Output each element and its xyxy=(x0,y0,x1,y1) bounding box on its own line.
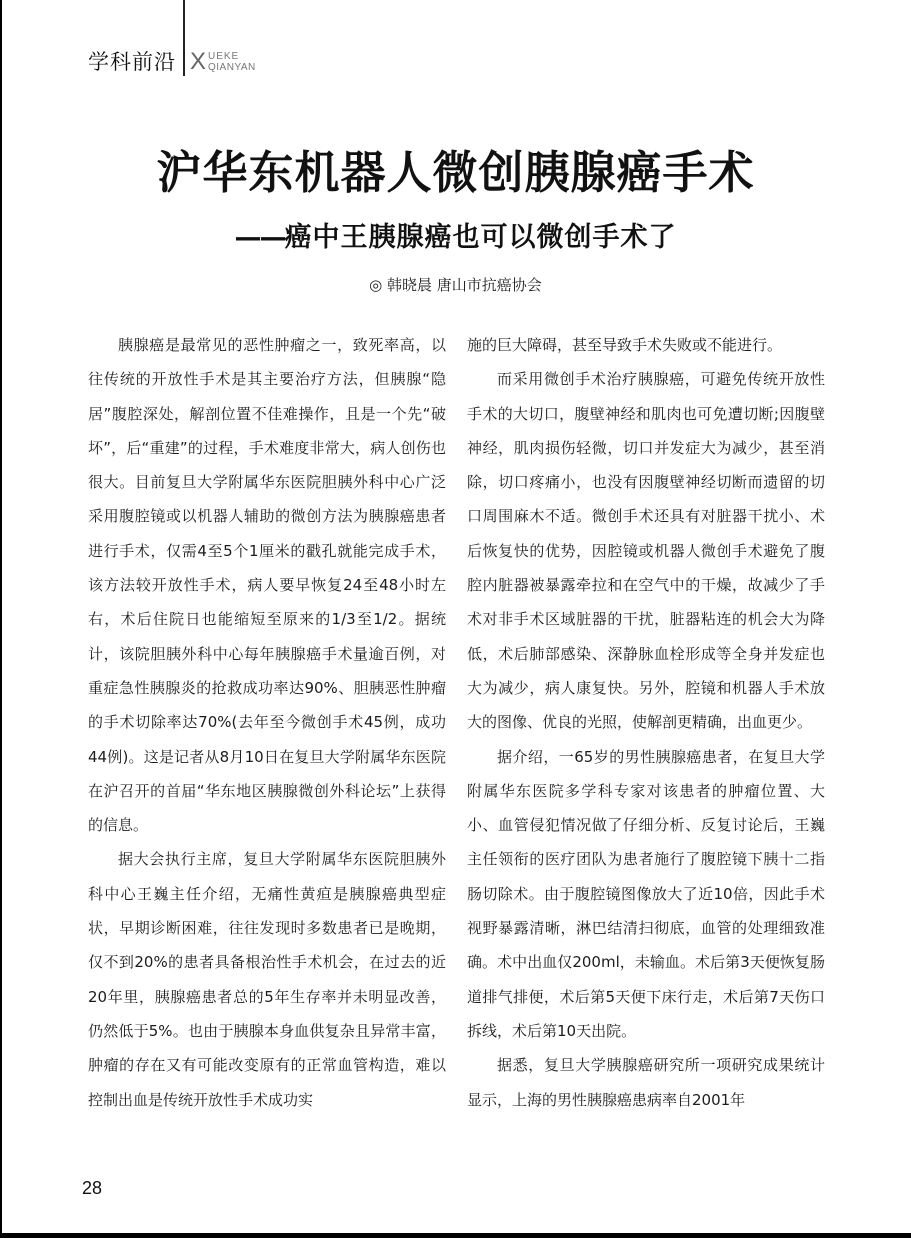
paragraph: 而采用微创手术治疗胰腺癌，可避免传统开放性手术的大切口，腹壁神经和肌肉也可免遭切断;因腹壁神经，肌肉损伤轻微，切口并发症大为减少，甚至消除，切口疼痛小，也没有因腹壁神经切断而遗留的切口周围麻木不适。微创手术还具有对脏器干扰小、术后恢复快的优势，因腔镜或机器人微创手术避免了腹腔内脏器被暴露牵拉和在空气中的干燥，故减少了手术对非手术区域脏器的干扰，脏器粘连的机会大为降低，术后肺部感染、深静脉血栓形成等全身并发症也大为减少，病人康复快。另外，腔镜和机器人手术放大的图像、优良的光照，使解剖更精确，出血更少。 xyxy=(467,370,825,732)
article-subtitle xyxy=(0,218,911,258)
brand-letter: X xyxy=(190,48,207,75)
paragraph: 据悉，复旦大学胰腺癌研究所一项研究成果统计显示，上海的男性胰腺癌患病率自2001年 xyxy=(467,1056,825,1109)
left-column xyxy=(88,328,446,1117)
paragraph-continued: 施的巨大障碍，甚至导致手术失败或不能进行。 xyxy=(467,336,783,354)
header-divider xyxy=(183,0,185,76)
article-byline: ◎ 韩晓晨 唐山市抗癌协会 xyxy=(369,276,542,294)
section-label: 学科前沿 xyxy=(88,50,176,74)
paragraph: 胰腺癌是最常见的恶性肿瘤之一，致死率高，以往传统的开放性手术是其主要治疗方法，但胰腺“隐居”腹腔深处，解剖位置不佳难操作，且是一个先“破坏”，后“重建”的过程，手术难度非常大，病人创伤也很大。目前复旦大学附属华东医院胆胰外科中心广泛采用腹腔镜或以机器人辅助的微创方法为胰腺癌患者进行手术，仅需4至5个1厘米的戳孔就能完成手术，该方法较开放性手术，病人要早恢复24至48小时左右，术后住院日也能缩短至原来的1/3至1/2。据统计，该院胆胰外科中心每年胰腺癌手术量逾百例，对重症急性胰腺炎的抢救成功率达90%、胆胰恶性肿瘤的手术切除率达70%(去年至今微创手术45例，成功44例)。这是记者从8月10日在复旦大学附属华东医院在沪召开的首届“华东地区胰腺微创外科论坛”上获得的信息。 xyxy=(88,336,446,835)
brand-text-line2: QIANYAN xyxy=(208,62,256,73)
brand-text-line1: UEKE xyxy=(208,51,240,62)
section-brand-logo xyxy=(190,50,280,78)
right-column xyxy=(467,328,825,1117)
subtitle-dash: —— xyxy=(234,222,285,253)
article-title: 沪华东机器人微创胰腺癌手术 xyxy=(156,146,755,199)
paragraph: 据大会执行主席，复旦大学附属华东医院胆胰外科中心王巍主任介绍，无痛性黄疸是胰腺癌典型症状，早期诊断困难，往往发现时多数患者已是晚期，仅不到20%的患者具备根治性手术机会，在过去的近20年里，胰腺癌患者总的5年生存率并未明显改善，仍然低于5%。也由于胰腺本身血供复杂且异常丰富，肿瘤的存在又有可能改变原有的正常血管构造，难以控制出血是传统开放性手术成功实 xyxy=(88,850,446,1109)
page-bottom-border xyxy=(0,1233,911,1238)
subtitle-text: 癌中王胰腺癌也可以微创手术了 xyxy=(284,222,677,253)
paragraph: 据介绍，一65岁的男性胰腺癌患者，在复旦大学附属华东医院多学科专家对该患者的肿瘤位置、大小、血管侵犯情况做了仔细分析、反复讨论后，王巍主任领衔的医疗团队为患者施行了腹腔镜下胰十二指肠切除术。由于腹腔镜图像放大了近10倍，因此手术视野暴露清晰，淋巴结清扫彻底，血管的处理细致准确。术中出血仅200ml，未输血。术后第3天便恢复肠道排气排便，术后第5天便下床行走，术后第7天伤口拆线，术后第10天出院。 xyxy=(467,747,825,1040)
page-number: 28 xyxy=(82,1178,103,1198)
